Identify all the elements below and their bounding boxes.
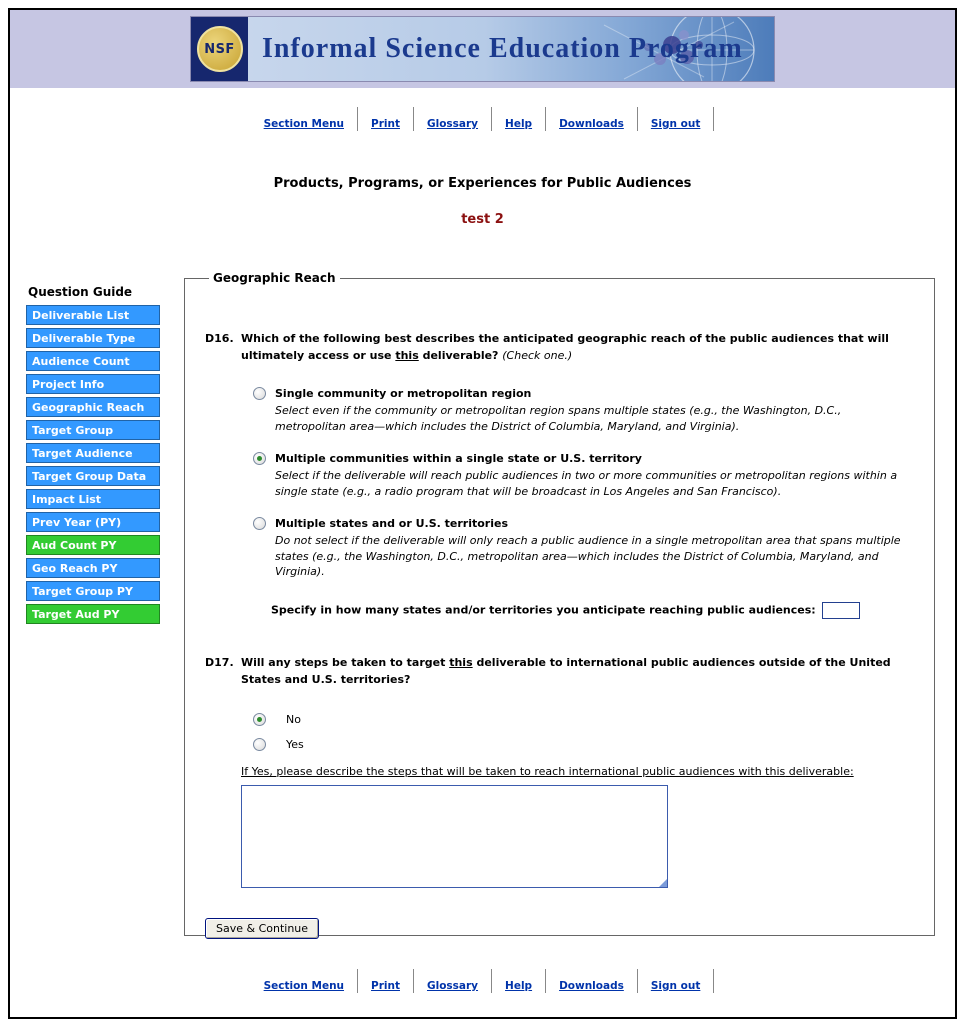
- d16-option-multiple-states: [253, 516, 914, 581]
- option-label: Yes: [286, 737, 304, 751]
- option-text: [275, 516, 914, 581]
- sidebar-item-target-aud-py[interactable]: Target Aud PY: [26, 604, 160, 624]
- question-text-pre: Will any steps be taken to target: [241, 656, 450, 670]
- specify-label: Specify in how many states and/or territories you anticipate reaching public audiences:: [271, 603, 816, 617]
- nav-print[interactable]: Print: [371, 118, 400, 130]
- question-text: [241, 331, 914, 364]
- top-nav: [10, 108, 955, 134]
- nav-section-menu[interactable]: Section Menu: [263, 980, 345, 992]
- sidebar-item-target-group[interactable]: Target Group: [26, 420, 160, 440]
- question-text-post: deliverable to international public audiences outside of the United States and U.S. territories?: [241, 656, 891, 686]
- nsf-logo-icon: NSF: [197, 26, 243, 72]
- nav-separator: [713, 107, 714, 131]
- option-label: Single community or metropolitan region: [275, 387, 532, 400]
- nav-downloads[interactable]: Downloads: [559, 980, 624, 992]
- question-text: [241, 655, 914, 688]
- sidebar-item-deliverable-type[interactable]: Deliverable Type: [26, 328, 160, 348]
- resize-handle-icon: [659, 879, 667, 887]
- option-text: [275, 386, 914, 435]
- describe-textarea-wrap: [241, 785, 668, 888]
- states-count-input[interactable]: [822, 602, 860, 619]
- sidebar-item-project-info[interactable]: Project Info: [26, 374, 160, 394]
- option-description: Select even if the community or metropolitan region spans multiple states (e.g., the Washington, D.C., metropolitan area—which includes the District of Columbia, Maryland, and Virginia).: [275, 403, 842, 433]
- specify-row: [271, 602, 914, 619]
- sidebar-item-aud-count-py[interactable]: Aud Count PY: [26, 535, 160, 555]
- question-text-emphasis: this: [449, 656, 473, 670]
- describe-label-post: deliverable:: [785, 765, 854, 779]
- nav-help[interactable]: Help: [505, 980, 533, 992]
- nsf-logo: [191, 17, 248, 81]
- nav-glossary[interactable]: Glossary: [426, 980, 479, 992]
- fieldset-legend: Geographic Reach: [213, 271, 336, 285]
- d17-option-no: [253, 712, 914, 726]
- banner-title: Informal Science Education Program: [262, 33, 743, 64]
- question-guide-sidebar: [26, 271, 166, 627]
- question-number: D17.: [205, 656, 234, 670]
- d17-radio-yes[interactable]: [253, 738, 266, 751]
- header: [10, 10, 955, 88]
- question-number: D16.: [205, 332, 234, 345]
- question-text-post: deliverable?: [418, 348, 503, 362]
- sidebar-item-prev-year-py[interactable]: Prev Year (PY): [26, 512, 160, 532]
- sidebar-item-geographic-reach[interactable]: Geographic Reach: [26, 397, 160, 417]
- describe-label-pre: If Yes, please describe the steps that will be taken to reach international public audiences with: [241, 765, 766, 779]
- nav-print[interactable]: Print: [371, 980, 400, 992]
- page-subtitle: test 2: [461, 212, 504, 227]
- d16-radio-multiple-states[interactable]: [253, 517, 266, 530]
- describe-label-emphasis: this: [765, 765, 786, 779]
- d17-radio-no[interactable]: [253, 713, 266, 726]
- d16-options: [253, 386, 914, 580]
- option-text: [275, 451, 914, 500]
- nav-sign-out[interactable]: Sign out: [650, 118, 701, 130]
- international-steps-textarea[interactable]: [241, 785, 668, 888]
- d17-options: [253, 712, 914, 751]
- d17-option-yes: [253, 737, 914, 751]
- nav-sign-out[interactable]: Sign out: [650, 980, 701, 992]
- nav-section-menu[interactable]: Section Menu: [263, 118, 345, 130]
- question-d17: [205, 655, 914, 688]
- sidebar-item-geo-reach-py[interactable]: Geo Reach PY: [26, 558, 160, 578]
- sidebar-item-target-audience[interactable]: Target Audience: [26, 443, 160, 463]
- d16-radio-multiple-communities[interactable]: [253, 452, 266, 465]
- d16-radio-single-community[interactable]: [253, 387, 266, 400]
- question-d16: [205, 331, 914, 364]
- d16-option-single-community: [253, 386, 914, 435]
- option-label: Multiple states and or U.S. territories: [275, 516, 509, 530]
- option-description: Select if the deliverable will reach public audiences in two or more communities or metropolitan regions within a single state (e.g., a radio program that will be broadcast in Los Angeles and San Francisco).: [275, 468, 898, 498]
- nav-help[interactable]: Help: [505, 118, 533, 130]
- option-label: No: [286, 712, 301, 726]
- option-description: Do not select if the deliverable will only reach a public audience in a single metropolitan area that spans multiple states (e.g., the Washington, D.C., metropolitan area—which includes the District of Columbia, Maryland, and Virginia).: [275, 533, 901, 579]
- question-text-pre: Which of the following best describes the anticipated geographic reach of the public audiences that will ultimately access or use: [241, 332, 889, 362]
- main-area: [10, 271, 955, 936]
- nav-downloads[interactable]: Downloads: [559, 118, 624, 130]
- sidebar-item-audience-count[interactable]: Audience Count: [26, 351, 160, 371]
- describe-label: [241, 765, 914, 778]
- program-banner: [190, 16, 775, 82]
- save-continue-button[interactable]: Save & Continue: [205, 918, 319, 939]
- bottom-nav: [10, 970, 955, 996]
- geographic-reach-fieldset: [184, 271, 935, 936]
- option-label: Multiple communities within a single state or U.S. territory: [275, 451, 642, 465]
- question-note: (Check one.): [502, 348, 573, 362]
- nav-glossary[interactable]: Glossary: [426, 118, 479, 130]
- page-frame: [8, 8, 957, 1019]
- sidebar-item-target-group-py[interactable]: Target Group PY: [26, 581, 160, 601]
- d16-option-multiple-communities: [253, 451, 914, 500]
- question-text-emphasis: this: [395, 348, 419, 362]
- page-title: Products, Programs, or Experiences for Public Audiences: [273, 176, 692, 191]
- sidebar-item-deliverable-list[interactable]: Deliverable List: [26, 305, 160, 325]
- sidebar-item-target-group-data[interactable]: Target Group Data: [26, 466, 160, 486]
- sidebar-item-impact-list[interactable]: Impact List: [26, 489, 160, 509]
- banner-main: [248, 17, 774, 81]
- question-guide-heading: Question Guide: [28, 285, 133, 299]
- nav-separator: [713, 969, 714, 993]
